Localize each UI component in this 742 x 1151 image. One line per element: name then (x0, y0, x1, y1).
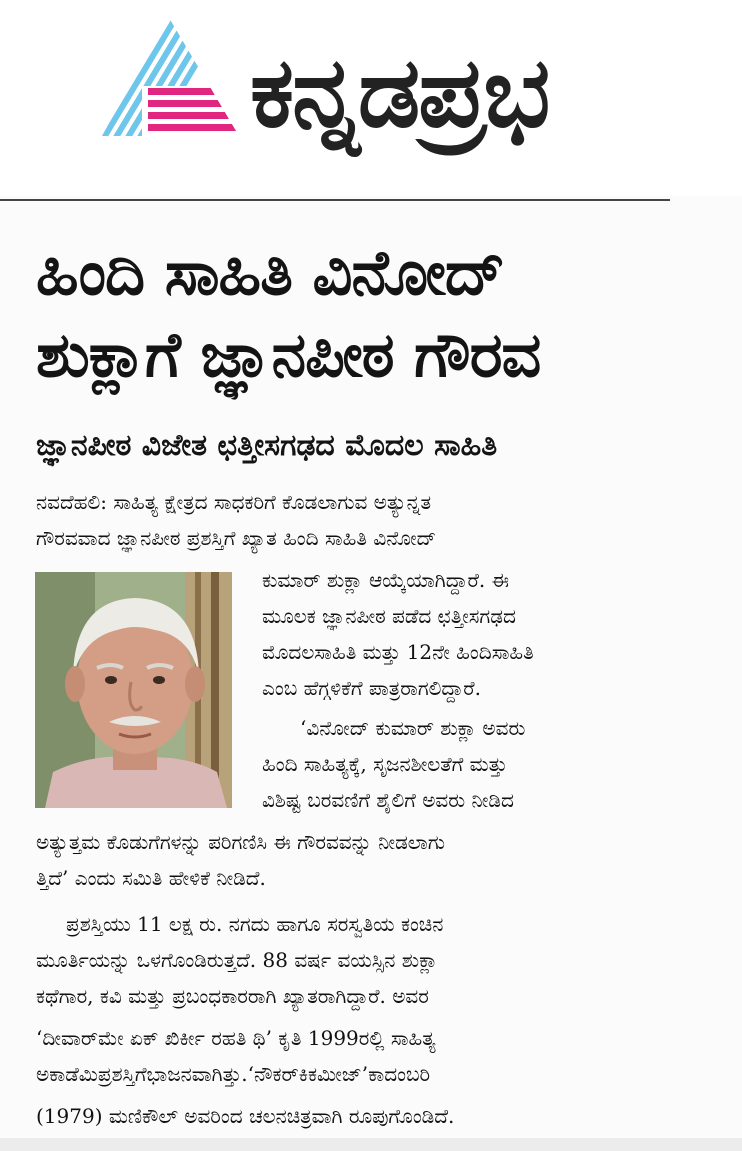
body-line: ‘ದೀವಾರ್‌ಮೇ ಏಕ್ ಖಿರ್ಕೀ ರಹತಿ ಥಿ’ ಕೃತಿ 1999ರಲ್ಲಿ ಸಾಹಿತ್ಯ (36, 1026, 436, 1050)
masthead-divider (0, 199, 670, 201)
headline-line-1: ಹಿಂದಿ ಸಾಹಿತಿ ವಿನೋದ್ (36, 236, 505, 309)
author-photo (35, 572, 232, 808)
body-line: ಪ್ರಶಸ್ತಿಯು 11 ಲಕ್ಷ ರು. ನಗದು ಹಾಗೂ ಸರಸ್ವತಿಯ ಕಂಚಿನ (66, 912, 444, 936)
body-line: ಮೂರ್ತಿಯನ್ನು ಒಳಗೊಂಡಿರುತ್ತದೆ. 88 ವರ್ಷ ವಯಸ್ಸಿನ ಶುಕ್ಲಾ (36, 948, 438, 972)
masthead (0, 0, 742, 196)
body-line: (1979) ಮಣಿಕೌಲ್ ಅವರಿಂದ ಚಲನಚಿತ್ರವಾಗಿ ರೂಪುಗೊಂಡಿದೆ. (36, 1104, 455, 1128)
body-line: ತ್ತಿದೆ’ ಎಂದು ಸಮಿತಿ ಹೇಳಿಕೆ ನೀಡಿದೆ. (36, 866, 266, 890)
body-line: ನವದೆಹಲಿ: ಸಾಹಿತ್ಯ ಕ್ಷೇತ್ರದ ಸಾಧಕರಿಗೆ ಕೊಡಲಾಗುವ ಅತ್ಯುನ್ನತ (36, 490, 432, 514)
body-line: ಅತ್ಯುತ್ತಮ ಕೊಡುಗೆಗಳನ್ನು ಪರಿಗಣಿಸಿ ಈ ಗೌರವವನ್ನು ನೀಡಲಾಗು (36, 830, 446, 854)
body-line: ವಿಶಿಷ್ಟ ಬರವಣಿಗೆ ಶೈಲಿಗೆ ಅವರು ನೀಡಿದ (262, 788, 514, 812)
body-line: ಕುಮಾರ್ ಶುಕ್ಲಾ ಆಯ್ಕೆಯಾಗಿದ್ದಾರೆ. ಈ (262, 568, 509, 592)
body-line: ಹಿಂದಿ ಸಾಹಿತ್ಯಕ್ಕೆ, ಸೃಜನಶೀಲತೆಗೆ ಮತ್ತು (262, 752, 508, 776)
subheadline: ಜ್ಞಾನಪೀಠ ವಿಜೇತ ಛತ್ತೀಸಗಢದ ಮೊದಲ ಸಾಹಿತಿ (36, 428, 498, 463)
page-bottom-edge (0, 1138, 742, 1151)
headline-line-2: ಶುಕ್ಲಾಗೆ ಜ್ಞಾನಪೀಠ ಗೌರವ (36, 318, 541, 391)
body-line: ‘ವಿನೋದ್ ಕುಮಾರ್ ಶುಕ್ಲಾ ಅವರು (300, 716, 526, 740)
body-line: ಗೌರವವಾದ ಜ್ಞಾನಪೀಠ ಪ್ರಶಸ್ತಿಗೆ ಖ್ಯಾತ ಹಿಂದಿ ಸಾಹಿತಿ ವಿನೋದ್ (36, 526, 437, 550)
body-line: ಮೊದಲಸಾಹಿತಿ ಮತ್ತು 12ನೇ ಹಿಂದಿಸಾಹಿತಿ (262, 640, 534, 664)
body-line: ಅಕಾಡೆಮಿಪ್ರಶಸ್ತಿಗೆಭಾಜನವಾಗಿತ್ತು.‘ನೌಕರ್‌ಕಿಕಮೀಜ್’ಕಾದಂಬರಿ (36, 1062, 431, 1086)
asianet-logo (98, 14, 243, 140)
body-line: ಮೂಲಕ ಜ್ಞಾನಪೀಠ ಪಡೆದ ಛತ್ತೀಸಗಢದ (262, 604, 516, 628)
headline (36, 232, 706, 396)
newspaper-brand: ಕನ್ನಡಪ್ರಭ (250, 36, 549, 150)
body-line: ಕಥೆಗಾರ, ಕವಿ ಮತ್ತು ಪ್ರಬಂಧಕಾರರಾಗಿ ಖ್ಯಾತರಾಗಿದ್ದಾರೆ. ಅವರ (36, 984, 429, 1008)
body-line: ಎಂಬ ಹೆಗ್ಗಳಿಕೆಗೆ ಪಾತ್ರರಾಗಲಿದ್ದಾರೆ. (262, 676, 481, 700)
